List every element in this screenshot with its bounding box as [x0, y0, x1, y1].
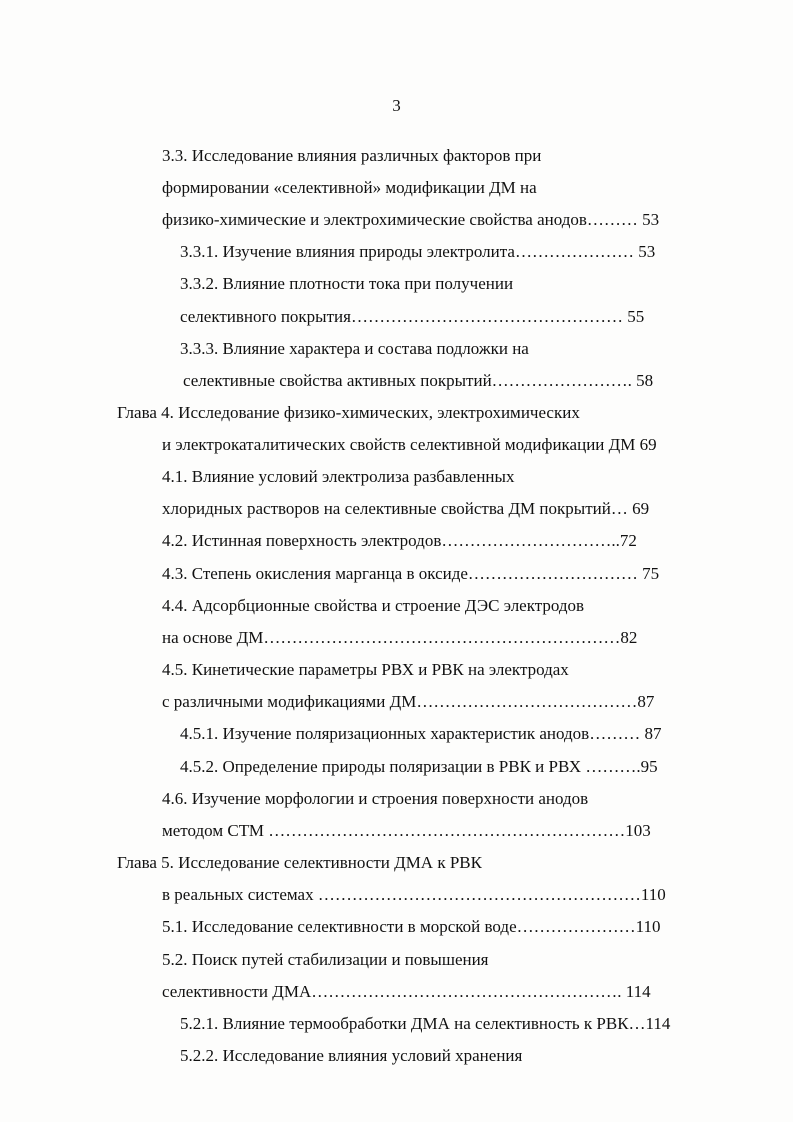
toc-line: 4.5.2. Определение природы поляризации в РВК и РВХ ……….95	[180, 757, 658, 776]
toc-line: 3.3.1. Изучение влияния природы электролита………………… 53	[180, 242, 656, 261]
toc-line: Глава 5. Исследование селективности ДМА к РВК	[117, 853, 482, 872]
toc-line: методом СТМ ………………………………………………………103	[162, 821, 651, 840]
toc-line: на основе ДМ………………………………………………………82	[162, 628, 638, 647]
toc-line: формировании «селективной» модификации ДМ на	[162, 178, 537, 197]
toc-line: 4.6. Изучение морфологии и строения поверхности анодов	[162, 789, 589, 808]
toc-line: селективного покрытия………………………………………… 55	[180, 307, 645, 326]
toc-line: 4.5.1. Изучение поляризационных характеристик анодов……… 87	[180, 724, 662, 743]
toc-line: 4.2. Истинная поверхность электродов…………………………..72	[162, 531, 637, 550]
toc-line: 4.3. Степень окисления марганца в оксиде………………………… 75	[162, 564, 660, 583]
toc-line: с различными модификациями ДМ…………………………………87	[162, 692, 655, 711]
toc-line: 3.3.2. Влияние плотности тока при получении	[180, 274, 514, 293]
toc-line: селективные свойства активных покрытий……………………. 58	[183, 371, 654, 390]
toc-line: 3.3.3. Влияние характера и состава подложки на	[180, 339, 529, 358]
toc-line: 3.3. Исследование влияния различных факторов при	[162, 146, 542, 165]
toc-line: хлоридных растворов на селективные свойства ДМ покрытий… 69	[162, 499, 650, 518]
toc-line: 5.2. Поиск путей стабилизации и повышения	[162, 950, 489, 969]
toc-line: Глава 4. Исследование физико-химических, электрохимических	[117, 403, 580, 422]
page-number: 3	[392, 96, 401, 115]
toc-line: 5.2.2. Исследование влияния условий хранения	[180, 1046, 523, 1065]
toc-line: в реальных системах …………………………………………………110	[162, 885, 666, 904]
toc-line: и электрокаталитических свойств селективной модификации ДМ 69	[162, 435, 657, 454]
toc-line: 5.2.1. Влияние термообработки ДМА на селективность к РВК…114	[180, 1014, 671, 1033]
toc-line: 4.5. Кинетические параметры РВХ и РВК на электродах	[162, 660, 569, 679]
toc-line: 5.1. Исследование селективности в морской воде…………………110	[162, 917, 661, 936]
toc-line: физико-химические и электрохимические свойства анодов……… 53	[162, 210, 660, 229]
toc-line: селективности ДМА………………………………………………. 114	[162, 982, 651, 1001]
toc-line: 4.1. Влияние условий электролиза разбавленных	[162, 467, 515, 486]
toc-line: 4.4. Адсорбционные свойства и строение ДЭС электродов	[162, 596, 585, 615]
